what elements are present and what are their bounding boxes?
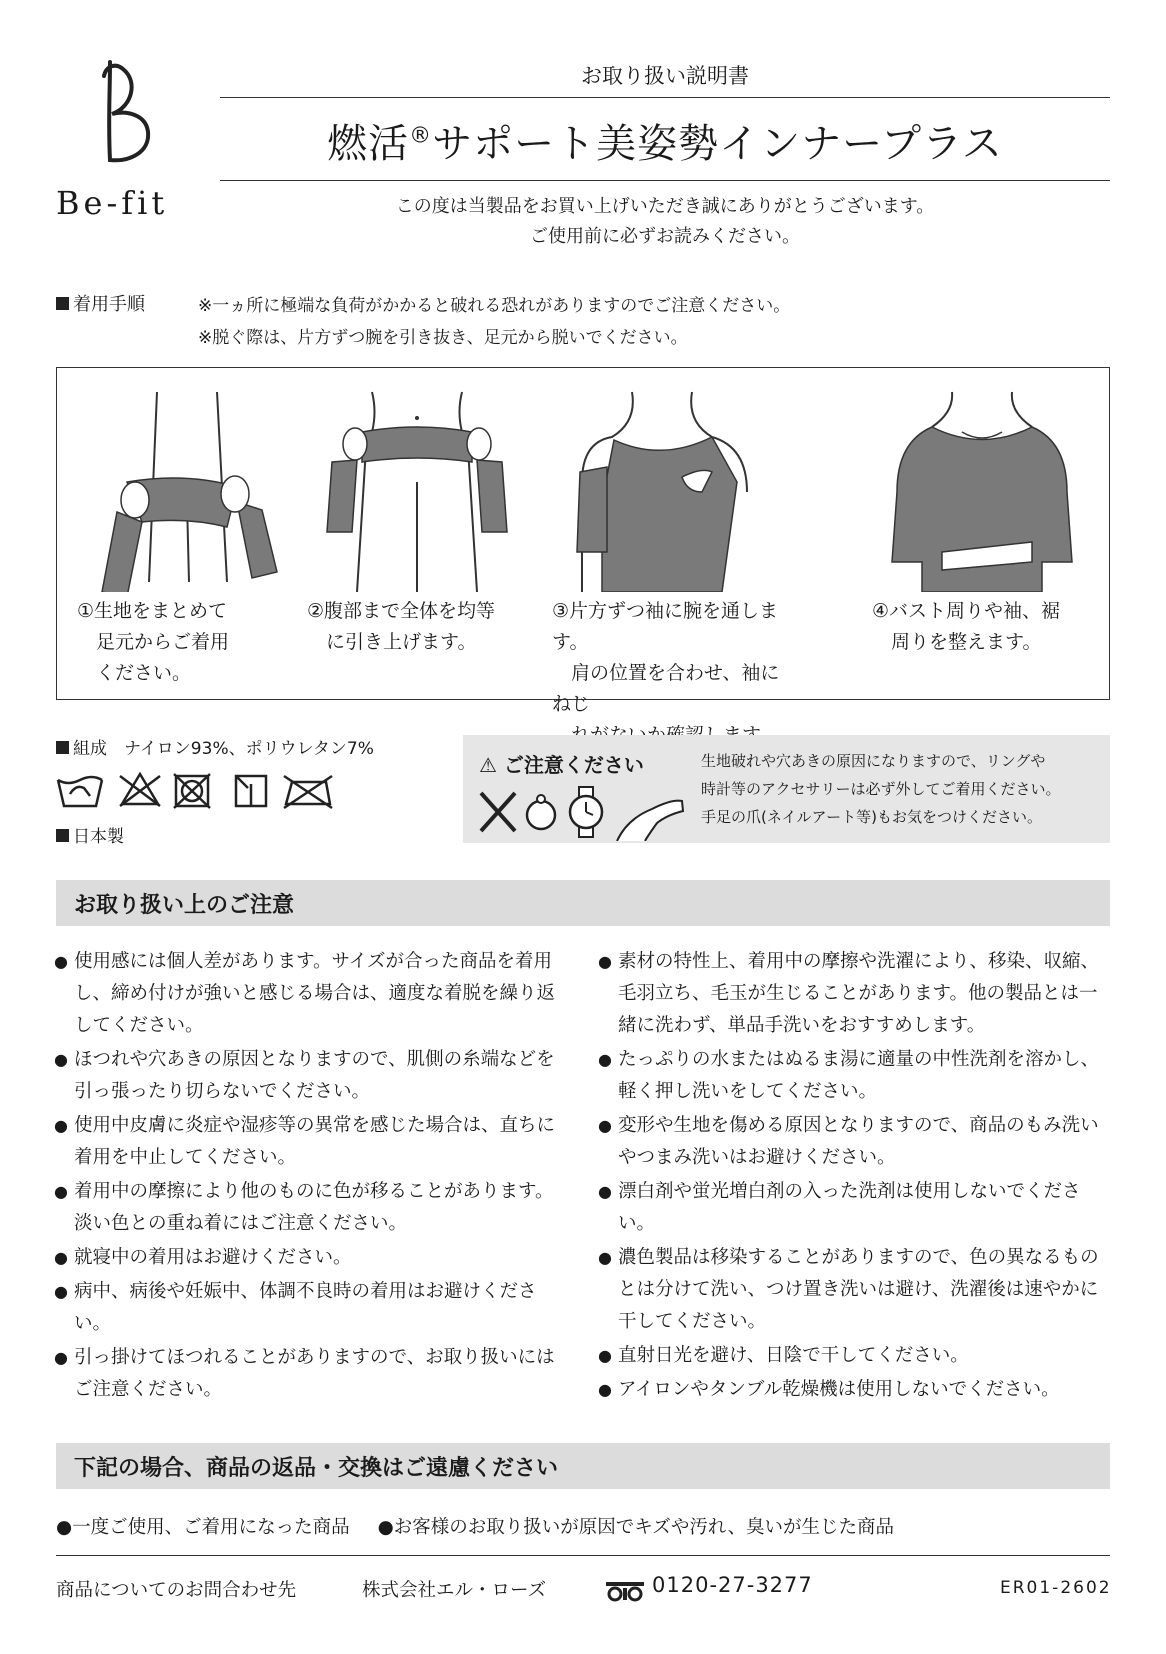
step-2-caption: ②腹部まで全体を均等 に引き上げます。 xyxy=(307,600,496,653)
list-item: ● 着用中の摩擦により他のものに色が移ることがあります。淡い色との重ね着にはご注意ください。 xyxy=(56,1176,566,1240)
title-part-2: サポート美姿勢インナープラス xyxy=(432,121,1003,167)
caution-title xyxy=(479,749,644,778)
list-item: ● 就寝中の着用はお避けください。 xyxy=(56,1242,566,1274)
warning-icon: ⚠ xyxy=(479,753,497,777)
made-in xyxy=(56,822,124,847)
returns-item-1-text: 一度ご使用、ご着用になった商品 xyxy=(72,1517,350,1538)
registered-mark: ® xyxy=(409,123,433,149)
list-item: ● 使用感には個人差があります。サイズが合った商品を着用し、締め付けが強いと感じる場合は、適度な着脱を繰り返してください。 xyxy=(56,946,566,1042)
returns-item-2: ●お客様のお取り扱いが原因でキズや汚れ、臭いが生じた商品 xyxy=(377,1517,894,1538)
list-item: ● ほつれや穴あきの原因となりますので、肌側の糸端などを引っ張ったり切らないでください。 xyxy=(56,1044,566,1108)
thanks-line-1: この度は当製品をお買い上げいただき誠にありがとうございます。 xyxy=(395,196,935,217)
brand-logo-mark xyxy=(80,52,160,172)
step-2 xyxy=(287,368,537,698)
caution-text: 生地破れや穴あきの原因になりますので、リングや 時計等のアクセサリーは必ず外してご着用ください。 手足の爪(ネイルアート等)もお気をつけください。 xyxy=(701,752,1061,826)
steps-notes xyxy=(198,290,790,354)
step-4 xyxy=(852,368,1102,698)
step-3-illustration xyxy=(562,382,762,592)
list-item: ● 病中、病後や妊娠中、体調不良時の着用はお避けください。 xyxy=(56,1276,566,1340)
returns-list xyxy=(56,1513,916,1539)
no-bleach-icon xyxy=(120,774,160,806)
care-symbols xyxy=(56,770,356,810)
thanks-line-2: ご使用前に必ずお読みください。 xyxy=(530,226,800,247)
caution-box xyxy=(463,735,1110,843)
step-1-illustration xyxy=(87,382,287,592)
line-dry-shade-icon xyxy=(236,776,266,806)
brand-logo-text: Be-fit xyxy=(56,184,169,222)
no-tumble-dry-icon xyxy=(174,774,210,808)
steps-note-2: ※脱ぐ際は、片方ずつ腕を引き抜き、足元から脱いでください。 xyxy=(198,328,688,348)
product-title xyxy=(220,112,1110,169)
returns-banner xyxy=(56,1443,1110,1489)
header-rule-bottom xyxy=(220,180,1110,181)
steps-box xyxy=(56,367,1110,715)
composition xyxy=(56,734,374,759)
step-3 xyxy=(532,368,782,715)
returns-item-1: ●一度ご使用、ご着用になった商品 xyxy=(56,1517,350,1538)
thanks-message xyxy=(220,192,1110,252)
list-item: ● 引っ掛けてほつれることがありますので、お取り扱いにはご注意ください。 xyxy=(56,1342,566,1406)
footer-rule xyxy=(56,1555,1110,1556)
no-iron-icon xyxy=(284,776,332,808)
free-dial-icon xyxy=(604,1578,646,1602)
handling-left-column xyxy=(56,946,566,1408)
steps-note-1: ※一ヵ所に極端な負荷がかかると破れる恐れがありますのでご注意ください。 xyxy=(198,296,791,316)
list-item: ● アイロンやタンブル乾燥機は使用しないでください。 xyxy=(600,1374,1110,1406)
made-in-text: 日本製 xyxy=(73,827,124,847)
list-item: ● 直射日光を避け、日陰で干してください。 xyxy=(600,1340,1110,1372)
no-accessories-illustration xyxy=(477,779,687,841)
list-item: ● 濃色製品は移染することがありますので、色の異なるものとは分けて洗い、つけ置き洗いは避け、洗濯後は速やかに干してください。 xyxy=(600,1242,1110,1338)
list-item: ● 素材の特性上、着用中の摩擦や洗濯により、移染、収縮、毛羽立ち、毛玉が生じることがあります。他の製品とは一緒に洗わず、単品手洗いをおすすめします。 xyxy=(600,946,1110,1042)
step-2-illustration xyxy=(317,382,517,592)
list-item: ● 変形や生地を傷める原因となりますので、商品のもみ洗いやつまみ洗いはお避けください。 xyxy=(600,1110,1110,1174)
list-item: ● 使用中皮膚に炎症や湿疹等の異常を感じた場合は、直ちに着用を中止してください。 xyxy=(56,1110,566,1174)
steps-label xyxy=(56,290,145,316)
step-4-caption: ④バスト周りや袖、裾 周りを整えます。 xyxy=(872,600,1061,653)
ring-icon xyxy=(527,801,555,829)
step-1-caption: ①生地をまとめて 足元からご着用 ください。 xyxy=(77,600,230,684)
title-part-1: 燃活 xyxy=(327,121,410,167)
returns-title: 下記の場合、商品の返品・交換はご遠慮ください xyxy=(74,1456,559,1481)
step-3-caption: ③片方ずつ袖に腕を通します。 肩の位置を合わせ、袖にねじ xyxy=(552,600,780,715)
caution-title-text: ご注意ください xyxy=(503,753,644,777)
handling-banner xyxy=(56,880,1110,926)
steps-label-text: 着用手順 xyxy=(73,294,145,315)
square-bullet-icon xyxy=(56,297,69,310)
step-4-illustration xyxy=(882,382,1082,592)
cross-icon xyxy=(481,793,515,831)
handling-right-column xyxy=(600,946,1110,1408)
company-name: 株式会社エル・ローズ xyxy=(362,1580,547,1601)
square-bullet-icon xyxy=(56,829,69,842)
hand-icon xyxy=(617,801,683,841)
composition-text: 組成 ナイロン93%、ポリウレタン7% xyxy=(73,739,374,759)
handling-title: お取り扱い上のご注意 xyxy=(74,893,295,918)
hand-wash-icon xyxy=(58,777,102,806)
document-code: ER01-2602 xyxy=(1000,1578,1112,1598)
square-bullet-icon xyxy=(56,741,69,754)
manual-label: お取り扱い説明書 xyxy=(581,64,749,88)
phone-number: 0120-27-3277 xyxy=(652,1573,813,1597)
header-rule-top xyxy=(220,97,1110,98)
list-item: ● 漂白剤や蛍光増白剤の入った洗剤は使用しないでください。 xyxy=(600,1176,1110,1240)
list-item: ● たっぷりの水またはぬるま湯に適量の中性洗剤を溶かし、軽く押し洗いをしてください。 xyxy=(600,1044,1110,1108)
returns-item-2-text: お客様のお取り扱いが原因でキズや汚れ、臭いが生じた商品 xyxy=(393,1517,894,1538)
step-1 xyxy=(57,368,307,698)
contact-label: 商品についてのお問合わせ先 xyxy=(56,1580,297,1601)
